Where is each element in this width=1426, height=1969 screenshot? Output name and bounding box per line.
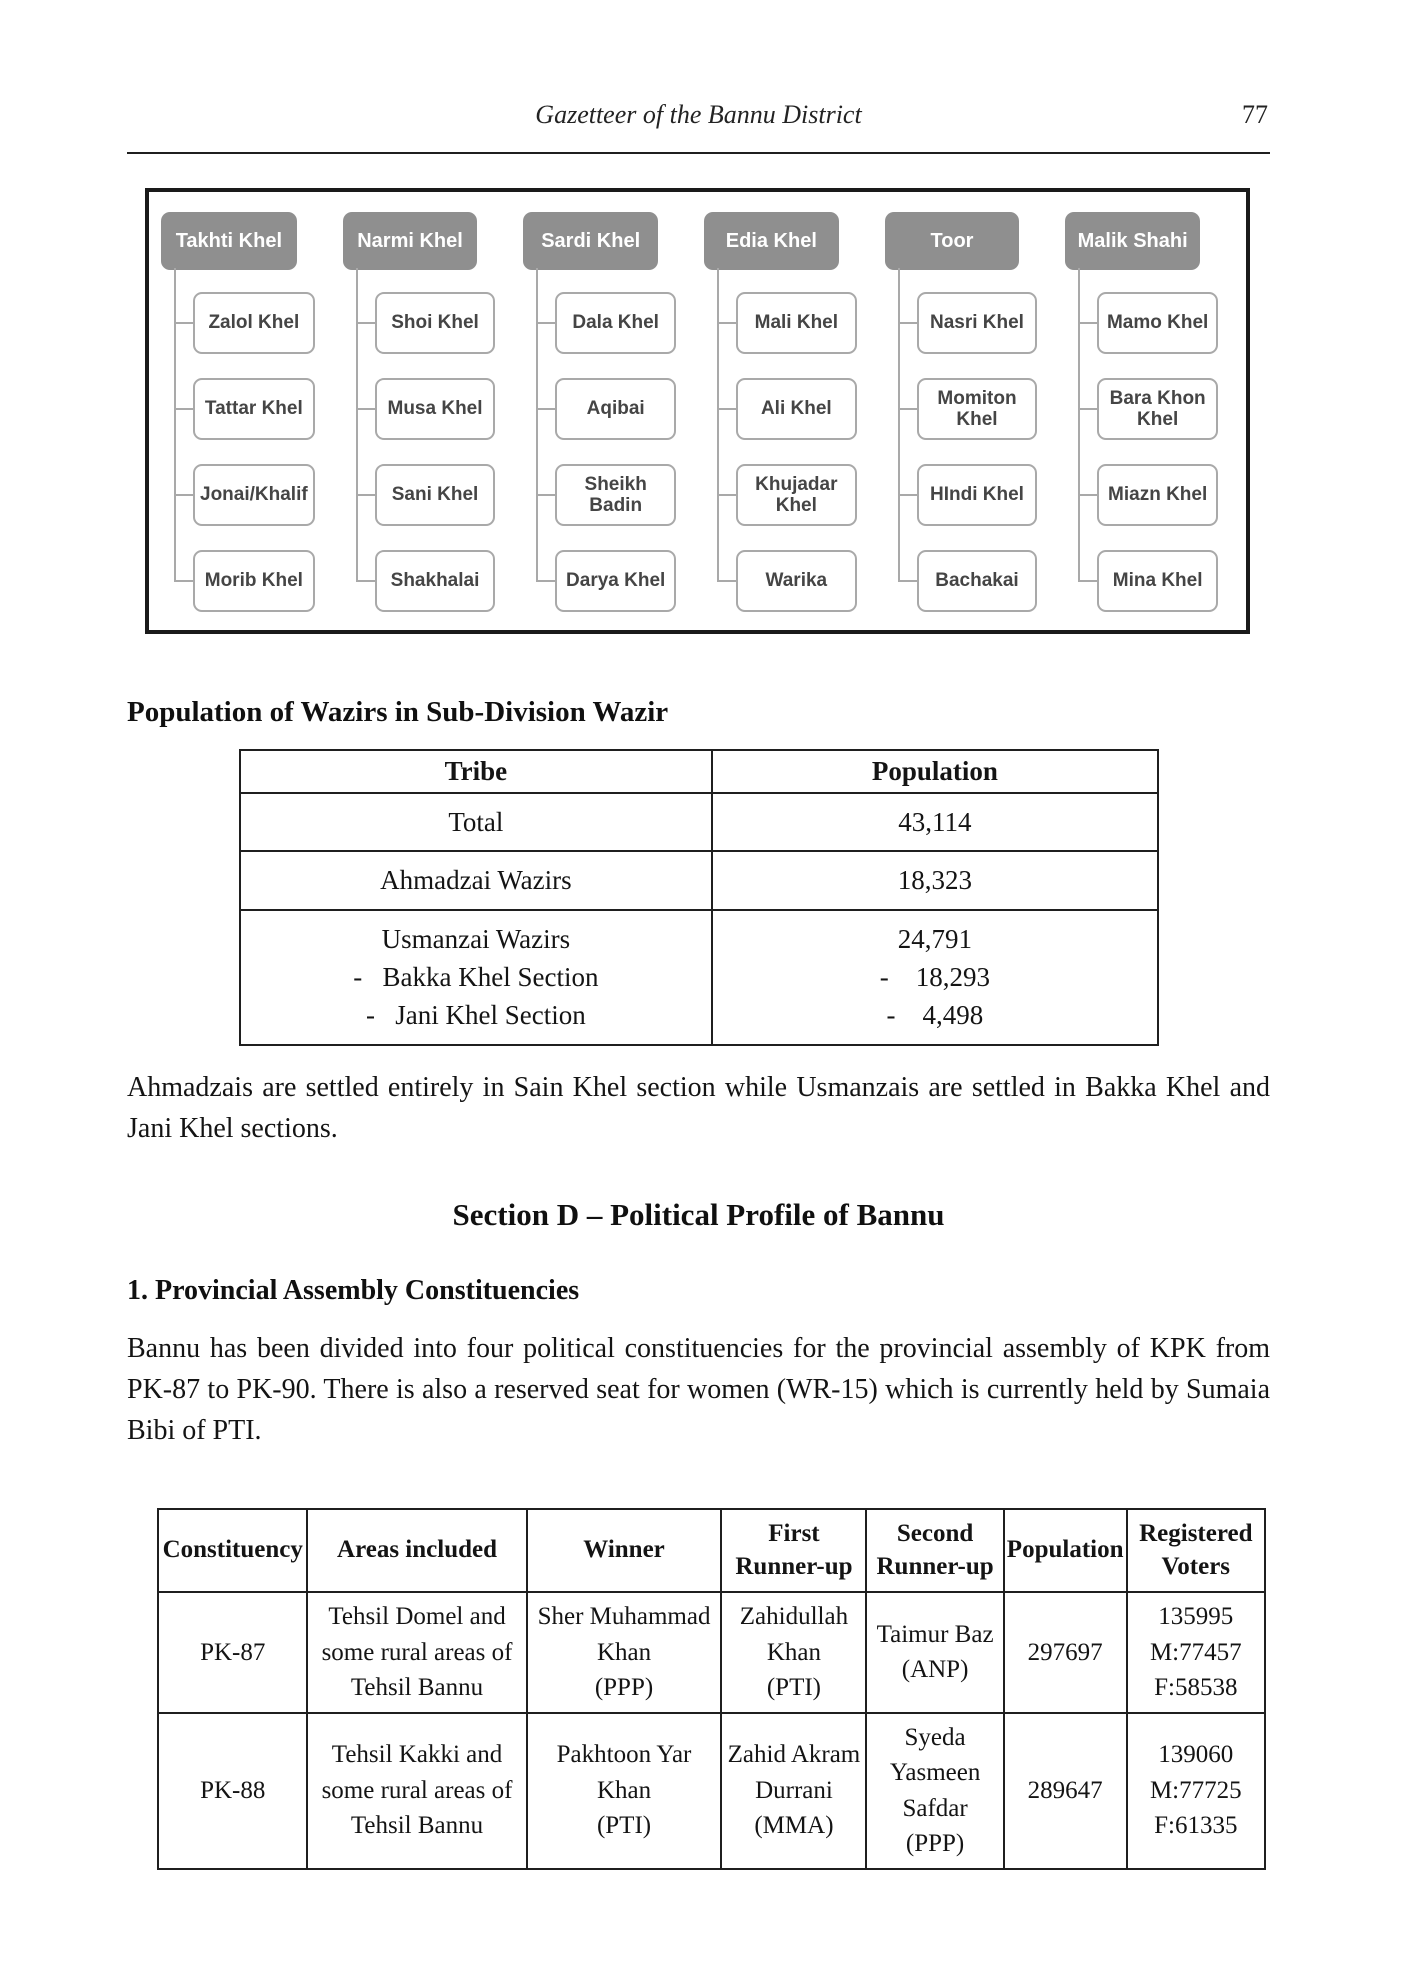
tribe-cell bbox=[240, 910, 713, 1045]
tribe-children bbox=[885, 292, 1054, 612]
tribe-child-row bbox=[555, 550, 676, 612]
connector-stub bbox=[356, 494, 375, 496]
constituency-line: PK-88 bbox=[200, 1776, 266, 1804]
tribe-children bbox=[704, 292, 873, 612]
tribe-child-row bbox=[375, 378, 496, 440]
tribe-column bbox=[523, 212, 692, 612]
tribe-child-label: Nasri Khel bbox=[929, 312, 1024, 334]
tribe-child-label: Zalol Khel bbox=[208, 312, 300, 334]
tribe-cell bbox=[240, 793, 713, 851]
population-cell-line: 43,114 bbox=[898, 807, 972, 837]
tribe-cell-line: - Jani Khel Section bbox=[366, 1000, 586, 1031]
first-runner-up-cell bbox=[721, 1713, 866, 1869]
population-table-body bbox=[240, 793, 1158, 1045]
subsection-1-title: 1. Provincial Assembly Constituencies bbox=[127, 1275, 580, 1307]
tribe-children bbox=[523, 292, 692, 612]
connector-stub bbox=[536, 494, 555, 496]
constituency-col-header: Winner bbox=[527, 1509, 722, 1592]
areas-line: Tehsil Bannu bbox=[350, 1674, 484, 1702]
population-line: 297697 bbox=[1027, 1638, 1103, 1666]
tribe-child-row bbox=[375, 292, 496, 354]
tribe-cell-line: Ahmadzai Wazirs bbox=[380, 865, 572, 896]
tribe-child-row bbox=[736, 464, 857, 526]
tribe-child-label: Momiton bbox=[937, 387, 1017, 409]
first-runner-up-line: Zahidullah bbox=[739, 1603, 849, 1631]
connector-vline bbox=[898, 268, 900, 581]
page-number: 77 bbox=[1242, 100, 1268, 129]
registered-voters-line: M:77457 bbox=[1149, 1638, 1242, 1666]
tribe-children bbox=[343, 292, 512, 612]
registered-voters-line: F:58538 bbox=[1154, 1674, 1238, 1702]
tribe-child-box bbox=[736, 378, 857, 440]
second-runner-up-line: Safdar bbox=[902, 1794, 968, 1822]
tribe-child-box bbox=[917, 292, 1038, 354]
registered-voters-line: 139060 bbox=[1158, 1741, 1234, 1769]
second-runner-up-line: (PPP) bbox=[905, 1830, 965, 1858]
population-cell bbox=[712, 793, 1157, 851]
registered-voters-cell bbox=[1127, 1592, 1265, 1713]
tribe-parent-box: Malik Shahi bbox=[1065, 212, 1200, 270]
population-cell-line: 18,323 bbox=[897, 865, 972, 896]
population-cell bbox=[712, 851, 1157, 909]
tribe-child-box bbox=[917, 550, 1038, 612]
connector-stub bbox=[356, 322, 375, 324]
tribe-child-label: Khel bbox=[1137, 409, 1179, 430]
tribe-parent-box: Toor bbox=[885, 212, 1020, 270]
tribe-cell bbox=[240, 851, 713, 909]
tribe-child-box bbox=[193, 292, 315, 354]
tribe-tree-diagram bbox=[145, 188, 1250, 634]
tribe-cell-line: - Bakka Khel Section bbox=[353, 961, 599, 992]
tribe-child-box bbox=[555, 378, 676, 440]
tribe-child-box bbox=[555, 292, 676, 354]
population-cell-line: - 18,293 bbox=[879, 961, 990, 992]
tribe-child-box bbox=[555, 550, 676, 612]
areas-cell bbox=[307, 1592, 526, 1713]
tribe-child-box bbox=[1097, 464, 1218, 526]
tribe-child-label: Dala Khel bbox=[572, 312, 659, 334]
tribe-child-box bbox=[555, 464, 676, 526]
first-runner-up-cell bbox=[721, 1592, 866, 1713]
tribe-child-row bbox=[193, 292, 315, 354]
connector-stub bbox=[1078, 322, 1097, 324]
connector-vline bbox=[356, 268, 358, 581]
connector-stub bbox=[717, 580, 736, 582]
first-runner-up-line: Khan bbox=[766, 1638, 822, 1666]
tribe-child-row bbox=[917, 550, 1038, 612]
areas-line: some rural areas of bbox=[321, 1776, 513, 1804]
section-d-title: Section D – Political Profile of Bannu bbox=[452, 1197, 945, 1233]
connector-vline bbox=[174, 268, 176, 581]
tribe-child-row bbox=[555, 464, 676, 526]
winner-line: Khan bbox=[596, 1638, 652, 1666]
tribe-child-label: Darya Khel bbox=[566, 570, 666, 592]
tribe-child-row bbox=[917, 292, 1038, 354]
winner-cell bbox=[527, 1592, 722, 1713]
tribe-child-box bbox=[736, 550, 857, 612]
tribe-child-box bbox=[375, 464, 496, 526]
connector-stub bbox=[174, 408, 193, 410]
tribe-child-box bbox=[375, 550, 496, 612]
population-cell bbox=[1004, 1713, 1127, 1869]
connector-stub bbox=[536, 322, 555, 324]
constituency-row bbox=[158, 1592, 1265, 1713]
first-runner-up-line: (MMA) bbox=[754, 1812, 834, 1840]
population-heading: Population of Wazirs in Sub-Division Wazir bbox=[127, 696, 669, 728]
connector-stub bbox=[1078, 580, 1097, 582]
constituencies-paragraph: Bannu has been divided into four political constituencies for the provincial assembly of KPK from PK-87 to PK-90. There is also a reserved seat for women (WR-15) which is currently held by Sumaia Bibi of PTI. bbox=[127, 1333, 1270, 1447]
connector-stub bbox=[898, 580, 917, 582]
tribe-child-label: Mina Khel bbox=[1112, 570, 1203, 592]
tribe-child-label: Khel bbox=[956, 409, 998, 430]
tribe-child-row bbox=[736, 292, 857, 354]
areas-cell bbox=[307, 1713, 526, 1869]
tribe-child-row bbox=[917, 378, 1038, 440]
tribe-parent-box: Narmi Khel bbox=[343, 212, 478, 270]
connector-stub bbox=[717, 322, 736, 324]
tribe-child-label: Musa Khel bbox=[387, 398, 483, 420]
connector-stub bbox=[356, 408, 375, 410]
tribe-child-box bbox=[917, 378, 1038, 440]
constituency-col-header: Population bbox=[1004, 1509, 1127, 1592]
first-runner-up-line: Zahid Akram bbox=[727, 1741, 861, 1769]
winner-line: Sher Muhammad bbox=[537, 1603, 711, 1631]
connector-stub bbox=[1078, 408, 1097, 410]
tribe-cell-line: Total bbox=[448, 807, 504, 837]
tribe-child-box bbox=[1097, 292, 1218, 354]
registered-voters-line: 135995 bbox=[1158, 1603, 1234, 1631]
tribe-child-label: Khel bbox=[775, 495, 817, 516]
connector-vline bbox=[536, 268, 538, 581]
winner-cell bbox=[527, 1713, 722, 1869]
tribe-child-box bbox=[736, 464, 857, 526]
areas-line: Tehsil Kakki and bbox=[331, 1741, 503, 1769]
tribe-child-box bbox=[917, 464, 1038, 526]
tribe-child-label: Bachakai bbox=[935, 570, 1019, 592]
first-runner-up-line: Durrani bbox=[755, 1776, 833, 1804]
settlement-note-paragraph: Ahmadzais are settled entirely in Sain Khel section while Usmanzais are settled in Bakka Khel and Jani Khel sections. bbox=[127, 1071, 1270, 1144]
winner-line: Pakhtoon Yar bbox=[556, 1741, 692, 1769]
connector-vline bbox=[717, 268, 719, 581]
constituency-row bbox=[158, 1713, 1265, 1869]
connector-stub bbox=[536, 408, 555, 410]
constituency-cell bbox=[158, 1592, 307, 1713]
second-runner-up-line: Taimur Baz bbox=[876, 1620, 994, 1648]
population-table bbox=[239, 749, 1159, 1046]
tribe-child-label: Ali Khel bbox=[760, 398, 832, 420]
tribe-child-label: Mamo Khel bbox=[1106, 312, 1209, 334]
tribe-child-label: HIndi Khel bbox=[930, 484, 1024, 506]
tribe-child-row bbox=[375, 464, 496, 526]
tribe-column bbox=[343, 212, 512, 612]
tribe-child-row bbox=[1097, 292, 1218, 354]
tribe-child-label: Mali Khel bbox=[754, 312, 839, 334]
connector-stub bbox=[898, 494, 917, 496]
tribe-column bbox=[704, 212, 873, 612]
tribe-parent-box: Sardi Khel bbox=[523, 212, 658, 270]
second-runner-up-cell bbox=[866, 1592, 1003, 1713]
tribe-child-row bbox=[375, 550, 496, 612]
tribe-child-box bbox=[1097, 378, 1218, 440]
constituency-line: PK-87 bbox=[200, 1638, 266, 1666]
tribe-child-row bbox=[736, 378, 857, 440]
tribe-child-label: Khujadar bbox=[755, 473, 838, 495]
areas-line: Tehsil Domel and bbox=[328, 1603, 506, 1631]
constituency-col-header: Second Runner-up bbox=[866, 1509, 1003, 1592]
tribe-child-label: Shakhalai bbox=[390, 570, 480, 592]
tribe-tree-columns bbox=[161, 212, 1234, 612]
tribe-child-row bbox=[193, 378, 315, 440]
tribe-child-box bbox=[193, 464, 315, 526]
tribe-child-box bbox=[193, 378, 315, 440]
tribe-column bbox=[161, 212, 331, 612]
tribe-child-row bbox=[1097, 464, 1218, 526]
tribe-child-label: Jonai/Khalif bbox=[200, 484, 308, 506]
population-cell-line: 24,791 bbox=[897, 923, 972, 954]
tribe-cell-line: Usmanzai Wazirs bbox=[381, 923, 571, 954]
tribe-child-label: Morib Khel bbox=[204, 570, 303, 592]
population-table-row bbox=[240, 793, 1158, 851]
tribe-child-box bbox=[736, 292, 857, 354]
constituency-col-header: Areas included bbox=[307, 1509, 526, 1592]
tribe-child-label: Tattar Khel bbox=[204, 398, 303, 420]
second-runner-up-cell bbox=[866, 1713, 1003, 1869]
tribe-child-label: Aqibai bbox=[586, 398, 645, 420]
connector-stub bbox=[898, 322, 917, 324]
connector-stub bbox=[174, 580, 193, 582]
population-cell bbox=[1004, 1592, 1127, 1713]
winner-line: (PTI) bbox=[596, 1812, 652, 1840]
tribe-child-box bbox=[375, 292, 496, 354]
second-runner-up-line: Syeda bbox=[904, 1723, 966, 1751]
tribe-parent-box: Edia Khel bbox=[704, 212, 839, 270]
second-runner-up-line: Yasmeen bbox=[889, 1759, 981, 1787]
connector-stub bbox=[356, 580, 375, 582]
tribe-child-label: Bara Khon bbox=[1109, 387, 1206, 409]
second-runner-up-line: (ANP) bbox=[901, 1656, 969, 1684]
constituency-table bbox=[157, 1508, 1266, 1870]
tribe-column bbox=[1065, 212, 1234, 612]
population-table-row bbox=[240, 851, 1158, 909]
tribe-child-label: Warika bbox=[765, 570, 828, 592]
tribe-child-row bbox=[917, 464, 1038, 526]
tribe-child-row bbox=[736, 550, 857, 612]
constituency-table-head bbox=[158, 1509, 1265, 1592]
connector-stub bbox=[1078, 494, 1097, 496]
population-line: 289647 bbox=[1027, 1776, 1103, 1804]
population-table-row bbox=[240, 910, 1158, 1045]
connector-stub bbox=[536, 580, 555, 582]
population-cell-line: - 4,498 bbox=[886, 1000, 984, 1031]
tribe-child-row bbox=[193, 464, 315, 526]
tribe-child-row bbox=[193, 550, 315, 612]
winner-line: Khan bbox=[596, 1776, 652, 1804]
tribe-child-box bbox=[1097, 550, 1218, 612]
tribe-child-row bbox=[1097, 378, 1218, 440]
header-rule bbox=[127, 152, 1270, 154]
areas-line: some rural areas of bbox=[321, 1638, 513, 1666]
tribe-child-row bbox=[555, 292, 676, 354]
population-col-tribe: Tribe bbox=[240, 750, 713, 793]
population-table-header-row bbox=[240, 750, 1158, 793]
registered-voters-line: F:61335 bbox=[1154, 1812, 1238, 1840]
connector-stub bbox=[898, 408, 917, 410]
registered-voters-cell bbox=[1127, 1713, 1265, 1869]
tribe-parent-box: Takhti Khel bbox=[161, 212, 297, 270]
tribe-children bbox=[161, 292, 331, 612]
population-cell bbox=[712, 910, 1157, 1045]
connector-vline bbox=[1078, 268, 1080, 581]
page-header bbox=[127, 100, 1270, 140]
running-header-title: Gazetteer of the Bannu District bbox=[535, 100, 862, 129]
connector-stub bbox=[174, 494, 193, 496]
areas-line: Tehsil Bannu bbox=[350, 1812, 484, 1840]
tribe-children bbox=[1065, 292, 1234, 612]
constituency-cell bbox=[158, 1713, 307, 1869]
tribe-child-label: Sheikh bbox=[584, 473, 647, 495]
connector-stub bbox=[717, 408, 736, 410]
constituency-header-row bbox=[158, 1509, 1265, 1592]
tribe-child-label: Miazn Khel bbox=[1108, 484, 1208, 506]
tribe-child-label: Badin bbox=[589, 495, 643, 516]
first-runner-up-line: (PTI) bbox=[766, 1674, 822, 1702]
constituency-col-header: Constituency bbox=[158, 1509, 307, 1592]
constituency-col-header: First Runner-up bbox=[721, 1509, 866, 1592]
winner-line: (PPP) bbox=[594, 1674, 654, 1702]
tribe-child-label: Shoi Khel bbox=[391, 312, 479, 334]
constituency-table-body bbox=[158, 1592, 1265, 1869]
connector-stub bbox=[174, 322, 193, 324]
constituency-col-header: Registered Voters bbox=[1127, 1509, 1265, 1592]
population-table-head bbox=[240, 750, 1158, 793]
tribe-column bbox=[885, 212, 1054, 612]
tribe-child-row bbox=[555, 378, 676, 440]
tribe-child-box bbox=[375, 378, 496, 440]
connector-stub bbox=[717, 494, 736, 496]
tribe-child-box bbox=[193, 550, 315, 612]
population-col-population: Population bbox=[712, 750, 1157, 793]
registered-voters-line: M:77725 bbox=[1149, 1776, 1242, 1804]
tribe-child-row bbox=[1097, 550, 1218, 612]
tribe-child-label: Sani Khel bbox=[391, 484, 479, 506]
